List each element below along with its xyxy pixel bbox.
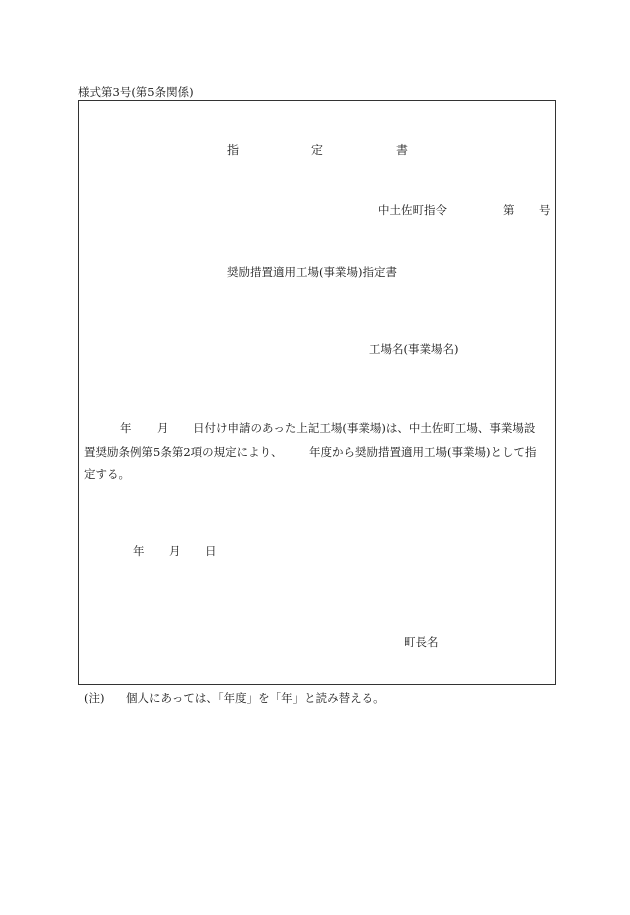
form-number: 様式第3号(第5条関係) — [78, 85, 194, 99]
title-char-2: 定 — [311, 143, 324, 157]
note-text: 個人にあっては、「年度」を「年」と読み替える。 — [126, 691, 385, 705]
document-number-go: 号 — [539, 203, 551, 217]
title-char-3: 書 — [396, 143, 409, 157]
title-char-1: 指 — [227, 143, 240, 157]
body-line1-tsuki: 月 — [157, 421, 169, 435]
document-number-dai: 第 — [503, 203, 515, 217]
note-mark: (注) — [84, 691, 105, 705]
body-line2-part1: 置奨励条例第5条第2項の規定により、 — [84, 445, 283, 459]
mayor-name-label: 町長名 — [404, 635, 439, 649]
body-line2-part2: 年度から奨励措置適用工場(事業場)として指 — [309, 445, 537, 459]
document-subject: 奨励措置適用工場(事業場)指定書 — [227, 265, 397, 279]
factory-name-label: 工場名(事業場名) — [369, 342, 459, 356]
document-number-issuer: 中土佐町指令 — [378, 203, 447, 217]
date-tsuki: 月 — [169, 544, 181, 558]
date-hi: 日 — [205, 544, 217, 558]
date-nen: 年 — [133, 544, 145, 558]
body-line3: 定する。 — [84, 467, 130, 481]
body-line1-nen: 年 — [120, 421, 132, 435]
body-line1-rest: 日付け申請のあった上記工場(事業場)は、中土佐町工場、事業場設 — [193, 421, 536, 435]
form-box — [78, 100, 556, 685]
